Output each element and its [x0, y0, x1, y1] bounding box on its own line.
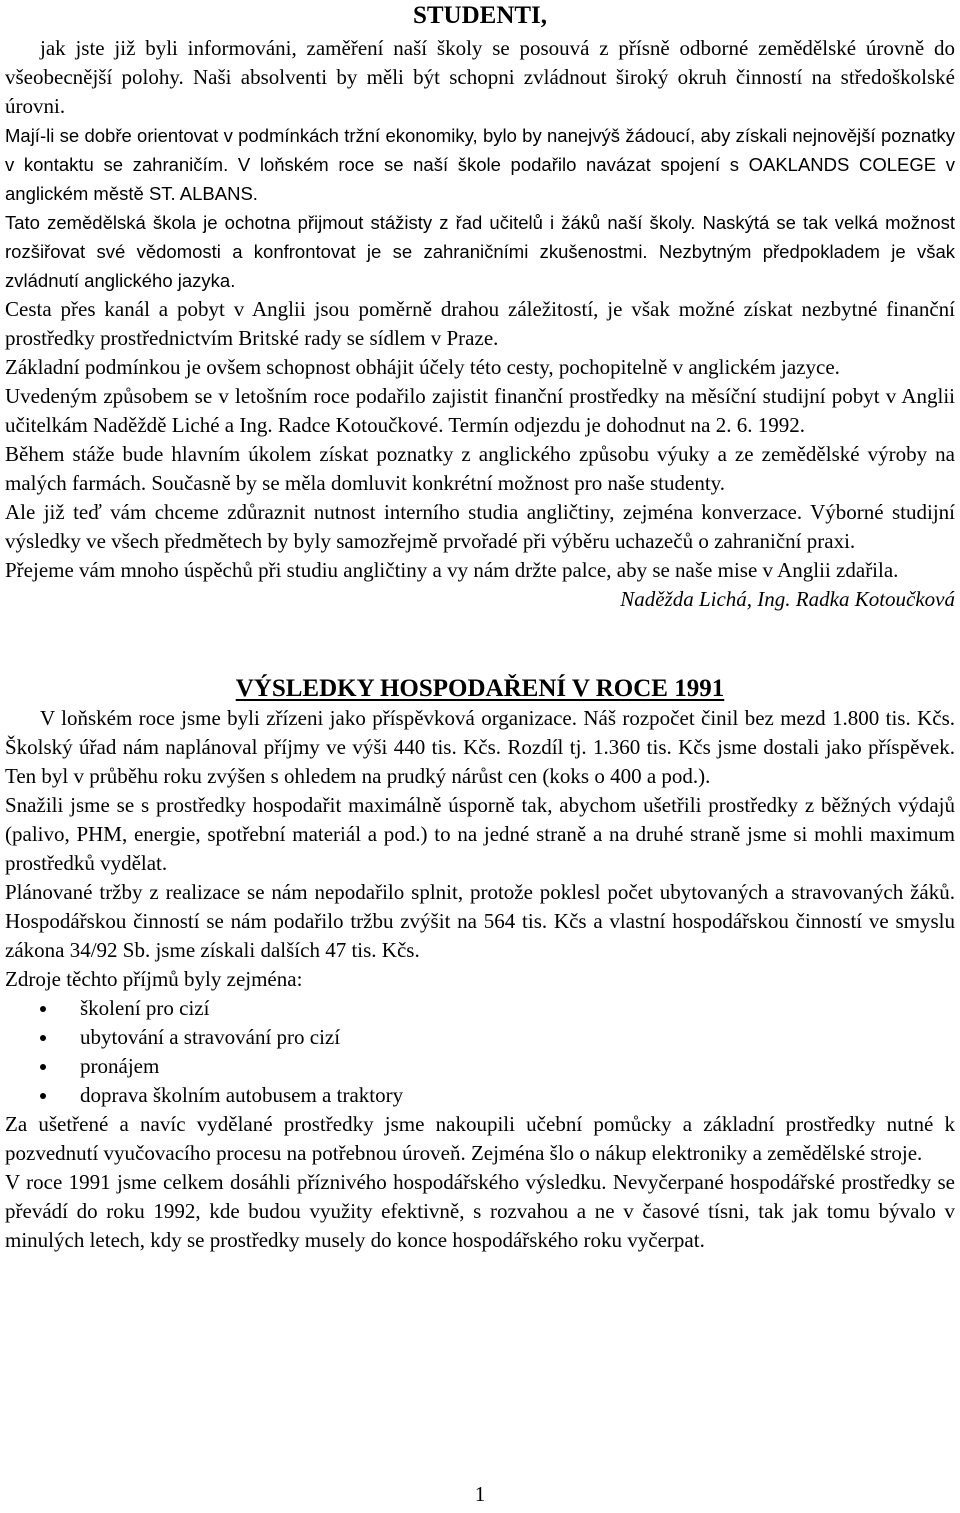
students-paragraph-3: Tato zemědělská škola je ochotna přijmout stážisty z řad učitelů i žáků naší školy. Naskýtá se tak velká možnost rozšiřovat své vědomosti a konfrontovat je se zahraničními zkušenostmi. Nezbytným předpokladem je však zvládnutí anglického jazyka.	[5, 212, 955, 291]
bullet-icon	[40, 1035, 46, 1041]
students-paragraph-7: Během stáže bude hlavním úkolem získat poznatky z anglického způsobu výuky a ze zemědělské výroby na malých farmách. Současně by se měla domluvit konkrétní možnost pro naše studenty.	[5, 442, 955, 495]
students-paragraph-6: Uvedeným způsobem se v letošním roce podařilo zajistit finanční prostředky na měsíční studijní pobyt v Anglii učitelkám Naděždě Liché a Ing. Radce Kotoučkové. Termín odjezdu je dohodnut na 2. 6. 1992.	[5, 384, 955, 437]
bullet-icon	[40, 1093, 46, 1099]
results-paragraph-1: V loňském roce jsme byli zřízeni jako příspěvková organizace. Náš rozpočet činil bez mezd 1.800 tis. Kčs. Školský úřad nám naplánoval příjmy ve výši 440 tis. Kčs. Rozdíl tj. 1.360 tis. Kčs jsme dostali jako příspěvek. Ten byl v průběhu roku zvýšen s ohledem na prudký nárůst cen (koks o 400 a pod.).	[5, 706, 955, 788]
income-intro: Zdroje těchto příjmů byly zejména:	[5, 967, 303, 991]
results-paragraph-2: Snažili jsme se s prostředky hospodařit maximálně úsporně tak, abychom ušetřili prostředky z běžných výdajů (palivo, PHM, energie, spotřební materiál a pod.) to na jedné straně a na druhé straně jsme si mohli maximum prostředků vydělat.	[5, 793, 955, 875]
students-paragraph-2: Mají-li se dobře orientovat v podmínkách tržní ekonomiky, bylo by nanejvýš žádoucí, aby získali nejnovější poznatky v kontaktu se zahraničím. V loňském roce se naší škole podařilo navázat spojení s OAKLANDS COLEGE v anglickém městě ST. ALBANS.	[5, 125, 955, 204]
page-number: 1	[474, 1482, 486, 1506]
list-item-text: pronájem	[80, 1054, 160, 1078]
bullet-icon	[40, 1006, 46, 1012]
students-paragraph-4: Cesta přes kanál a pobyt v Anglii jsou poměrně drahou záležitostí, je však možné získat nezbytné finanční prostředky prostřednictvím Britské rady se sídlem v Praze.	[5, 297, 955, 350]
students-paragraph-1: jak jste již byli informováni, zaměření naší školy se posouvá z přísně odborné zemědělské úrovně do všeobecnější polohy. Naši absolventi by měli být schopni zvládnout široký okruh činností na středoškolské úrovni.	[5, 36, 955, 118]
closing-paragraph-2: V roce 1991 jsme celkem dosáhli příznivého hospodářského výsledku. Nevyčerpané hospodářské prostředky se převádí do roku 1992, kde budou využity efektivně, s rozvahou a ne v časové tísni, tak jak tomu bývalo v minulých letech, kdy se prostředky musely do konce hospodářského roku vyčerpat.	[5, 1170, 955, 1252]
list-item-text: školení pro cizí	[80, 996, 210, 1020]
list-item	[5, 994, 955, 1023]
signature: Naděžda Lichá, Ing. Radka Kotoučková	[620, 587, 955, 611]
students-paragraph-9: Přejeme vám mnoho úspěchů při studiu angličtiny a vy nám držte palce, aby se naše mise v Anglii zdařila.	[5, 558, 899, 582]
income-sources-list	[5, 994, 955, 1110]
bullet-icon	[40, 1064, 46, 1070]
students-heading: STUDENTI,	[412, 2, 548, 29]
list-item	[5, 1023, 955, 1052]
list-item-text: doprava školním autobusem a traktory	[80, 1083, 404, 1107]
results-paragraph-3: Plánované tržby z realizace se nám nepodařilo splnit, protože poklesl počet ubytovaných a stravovaných žáků. Hospodářskou činností se nám podařilo tržbu zvýšit na 564 tis. Kčs a vlastní hospodářskou činností ve smyslu zákona 34/92 Sb. jsme získali dalších 47 tis. Kčs.	[5, 880, 955, 962]
students-paragraph-5: Základní podmínkou je ovšem schopnost obhájit účely této cesty, pochopitelně v anglickém jazyce.	[5, 355, 840, 379]
section-spacer	[5, 614, 955, 674]
document-page	[5, 0, 955, 1255]
list-item-text: ubytování a stravování pro cizí	[80, 1025, 341, 1049]
list-item	[5, 1052, 955, 1081]
list-item	[5, 1081, 955, 1110]
results-heading: VÝSLEDKY HOSPODAŘENÍ V ROCE 1991	[235, 675, 725, 702]
students-paragraph-8: Ale již teď vám chceme zdůraznit nutnost interního studia angličtiny, zejména konverzace. Výborné studijní výsledky ve všech předmětech by byly samozřejmě prvořadé při výběru uchazečů o zahraniční praxi.	[5, 500, 955, 553]
closing-paragraph-1: Za ušetřené a navíc vydělané prostředky jsme nakoupili učební pomůcky a základní prostředky nutné k pozvednutí vyučovacího procesu na potřebnou úroveň. Zejména šlo o nákup elektroniky a zemědělské stroje.	[5, 1112, 955, 1165]
